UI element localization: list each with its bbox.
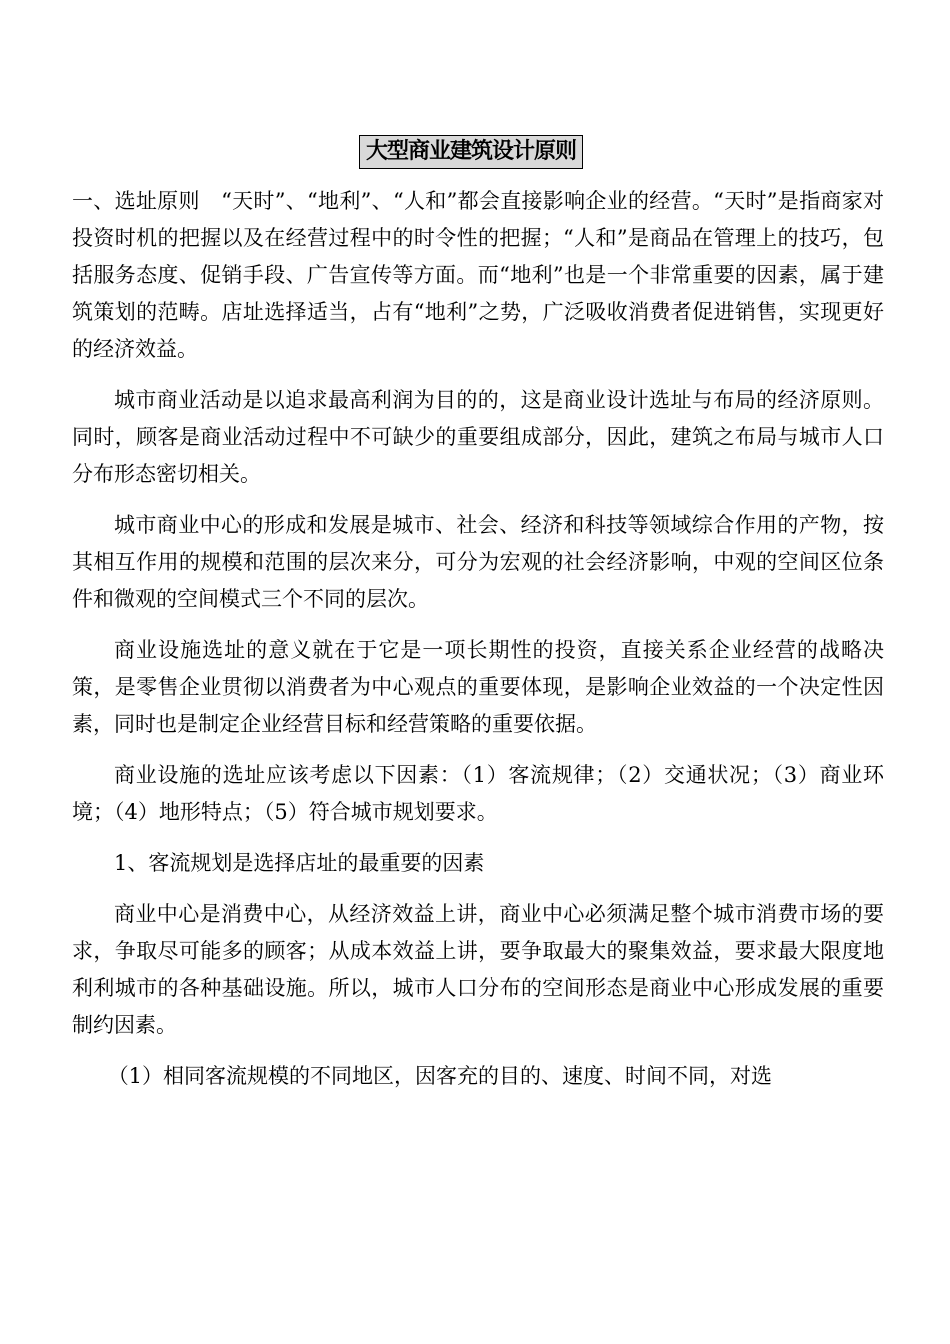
document-title: 大型商业建筑设计原则	[359, 135, 583, 169]
paragraph-site-factors: 商业设施的选址应该考虑以下因素：（1）客流规律；（2）交通状况；（3）商业环境；（4）地形特点；（5）符合城市规划要求。	[72, 763, 884, 824]
paragraph-heading-customer-flow: 1、客流规划是选择店址的最重要的因素	[114, 851, 485, 875]
document-body	[72, 183, 884, 1109]
paragraph-economic-principle: 城市商业活动是以追求最高利润为目的的，这是商业设计选址与布局的经济原则。同时，顾客是商业活动过程中不可缺少的重要组成部分，因此，建筑之布局与城市人口分布形态密切相关。	[72, 388, 884, 486]
paragraph-same-flow-regions: （1）相同客流规模的不同地区，因客充的目的、速度、时间不同，对选	[107, 1064, 773, 1088]
paragraph-site-significance: 商业设施选址的意义就在于它是一项长期性的投资，直接关系企业经营的战略决策，是零售企业贯彻以消费者为中心观点的重要体现，是影响企业效益的一个决定性因素，同时也是制定企业经营目标和经营策略的重要依据。	[72, 638, 884, 736]
paragraph-commercial-center-formation: 城市商业中心的形成和发展是城市、社会、经济和科技等领域综合作用的产物，按其相互作用的规模和范围的层次来分，可分为宏观的社会经济影响，中观的空间区位条件和微观的空间模式三个不同的层次。	[72, 513, 884, 611]
paragraph-consumer-center: 商业中心是消费中心，从经济效益上讲，商业中心必须满足整个城市消费市场的要求，争取尽可能多的顾客；从成本效益上讲，要争取最大的聚集效益，要求最大限度地利利城市的各种基础设施。所以，城市人口分布的空间形态是商业中心形成发展的重要制约因素。	[72, 902, 884, 1037]
paragraph-site-principle: 一、选址原则 “天时”、“地利”、“人和”都会直接影响企业的经营。“天时”是指商家对投资时机的把握以及在经营过程中的时令性的把握；“人和”是商品在管理上的技巧，包括服务态度、促销手段、广告宣传等方面。而“地利”也是一个非常重要的因素，属于建筑策划的范畴。店址选择适当，占有“地利”之势，广泛吸收消费者促进销售，实现更好的经济效益。	[72, 189, 884, 361]
